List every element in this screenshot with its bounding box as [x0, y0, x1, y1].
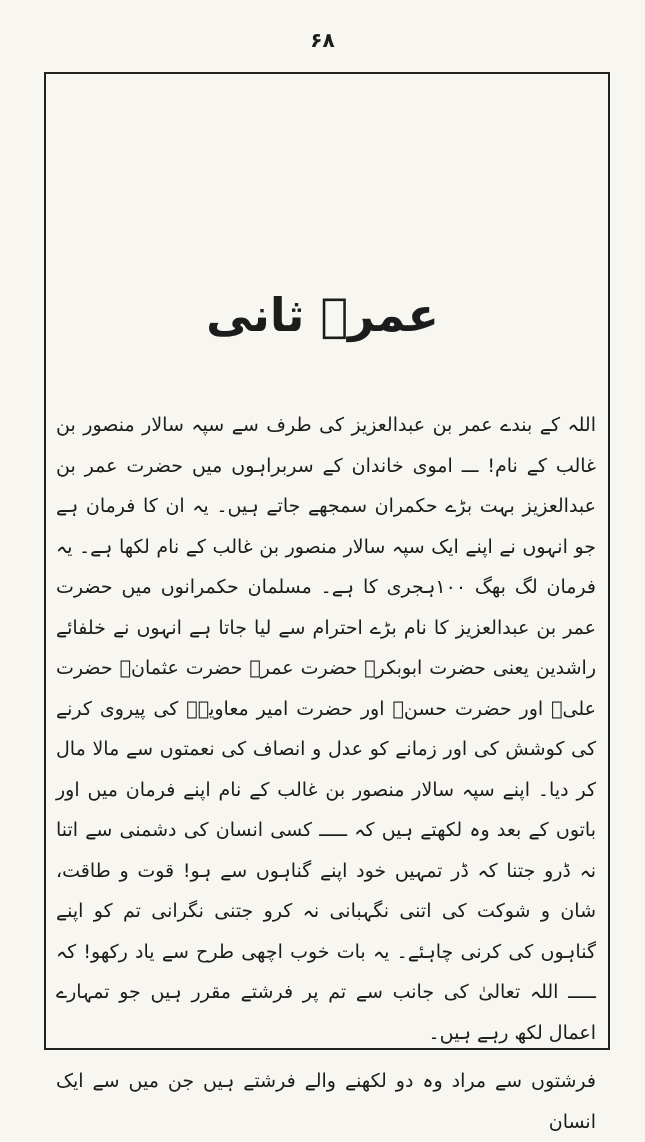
paragraph: اللہ کے بندے عمر بن عبدالعزیز کی طرف سے سپہ سالار منصور بن غالب کے نام! ـــ اموی خاندان کے سربراہوں میں حضرت عمر بن عبدالعزیز بہت بڑے حکمران سمجھے جاتے ہیں۔ یہ ان کا فرمان ہے جو انہوں نے اپنے ایک سپہ سالار منصور بن غالب کے نام لکھا ہے۔ یہ فرمان لگ بھگ ۱۰۰ہجری کا ہے۔ مسلمان حکمرانوں میں حضرت عمر بن عبدالعزیز کا نام بڑے احترام سے لیا جاتا ہے انہوں نے خلفائے راشدین یعنی حضرت ابوبکرؓ حضرت عمرؓ حضرت عثمانؓ حضرت علیؓ اور حضرت حسنؓ اور حضرت امیر معاویہؓ کی پیروی کرنے کی کوشش کی اور زمانے کو عدل و انصاف کی نعمتوں سے مالا مال کر دیا۔ اپنے سپہ سالار منصور بن غالب کے نام اپنے فرمان میں اور باتوں کے بعد وہ لکھتے ہیں کہ ـــــ کسی انسان کی دشمنی سے اتنا نہ ڈرو جتنا کہ ڈر تمہیں خود اپنے گناہوں سے ہو! قوت و طاقت، شان و شوکت کی اتنی نگہبانی نہ کرو جتنی نگرانی تم کو اپنے گناہوں کی کرنی چاہئے۔ یہ بات خوب اچھی طرح سے یاد رکھو! کہ ـــــ اللہ تعالیٰ کی جانب سے تم پر فرشتے مقرر ہیں جو تمہارے اعمال لکھ رہے ہیں۔	[56, 414, 596, 1044]
page-number: ۶۸	[310, 28, 335, 52]
paragraph: فرشتوں سے مراد وہ دو لکھنے والے فرشتے ہیں جن میں سے ایک انسان	[56, 1070, 596, 1133]
chapter-title: عمرؒ ثانی	[206, 288, 439, 342]
body-text	[56, 405, 596, 1142]
